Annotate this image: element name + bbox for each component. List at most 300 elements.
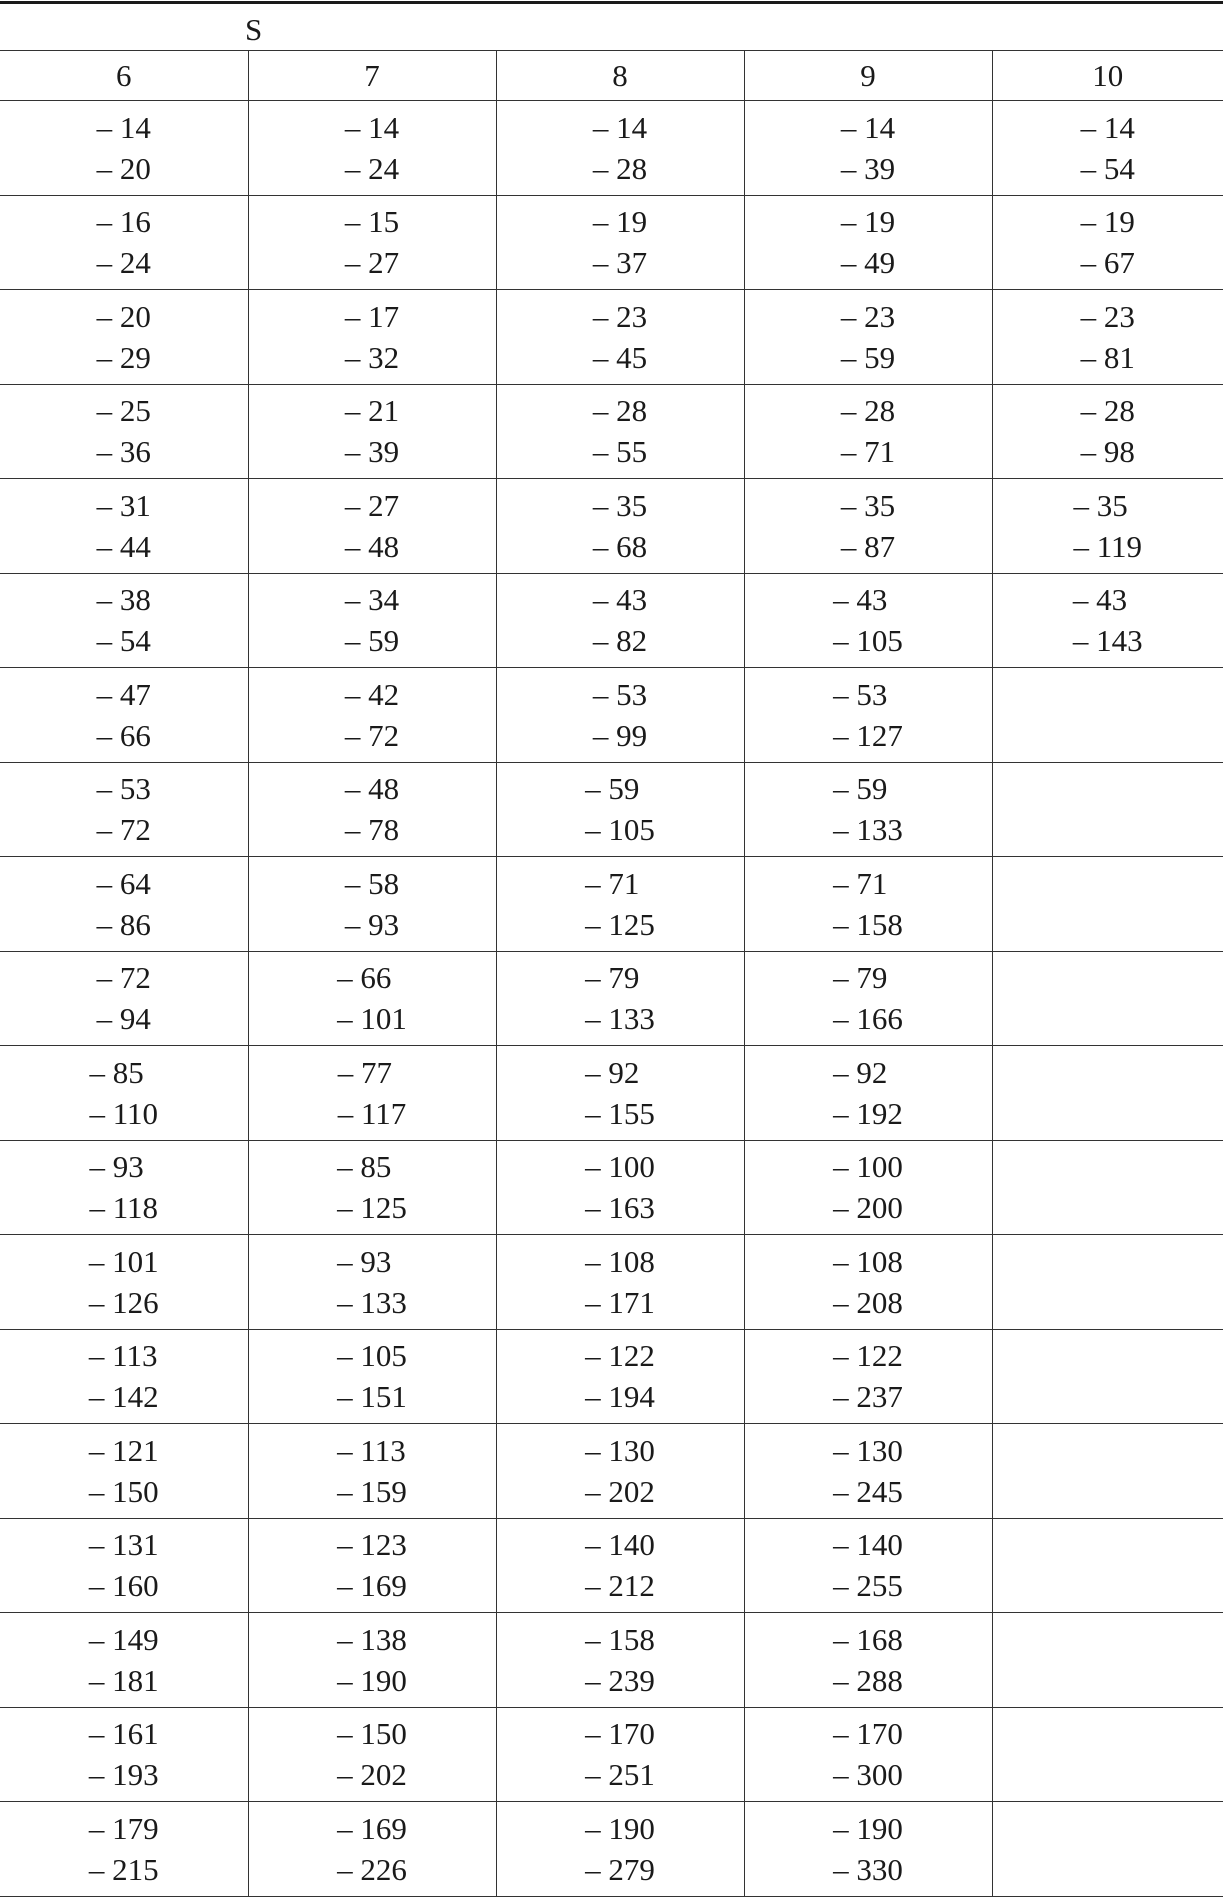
- deviation-pair: [345, 107, 399, 189]
- table-cell: [248, 1046, 496, 1141]
- table-cell: [0, 1613, 248, 1708]
- upper-deviation: – 35: [592, 487, 648, 523]
- upper-deviation: – 59: [833, 771, 888, 807]
- upper-deviation: – 16: [96, 204, 151, 240]
- upper-deviation: – 79: [833, 960, 888, 996]
- table-row: [0, 290, 1223, 385]
- column-header-row: [0, 51, 1223, 101]
- deviation-pair: [337, 1146, 407, 1228]
- deviation-pair: [593, 390, 647, 472]
- upper-deviation: – 168: [833, 1621, 903, 1657]
- lower-deviation: – 133: [585, 1001, 655, 1037]
- lower-deviation: – 24: [96, 245, 151, 281]
- deviation-pair: [345, 201, 399, 283]
- table-cell: [248, 1518, 496, 1613]
- table-cell: [0, 479, 248, 574]
- lower-deviation: – 48: [344, 528, 400, 564]
- deviation-pair: [593, 107, 647, 189]
- lower-deviation: – 93: [344, 906, 400, 942]
- deviation-pair: [585, 1430, 655, 1512]
- lower-deviation: – 86: [96, 906, 151, 942]
- upper-deviation: – 48: [344, 771, 400, 807]
- deviation-pair: [97, 390, 151, 472]
- upper-deviation: – 140: [585, 1527, 655, 1563]
- table-cell: [496, 1802, 744, 1897]
- table-cell: [248, 195, 496, 290]
- upper-deviation: – 85: [337, 1149, 392, 1185]
- upper-deviation: – 28: [840, 393, 896, 429]
- table-cell: [744, 479, 992, 574]
- lower-deviation: – 171: [585, 1284, 655, 1320]
- lower-deviation: – 110: [89, 1095, 159, 1131]
- table-cell: [496, 1424, 744, 1519]
- table-cell: [496, 1140, 744, 1235]
- lower-deviation: – 68: [592, 528, 648, 564]
- lower-deviation: – 160: [88, 1568, 159, 1604]
- deviation-pair: [585, 1146, 655, 1228]
- upper-deviation: – 169: [337, 1810, 407, 1846]
- table-cell: [744, 573, 992, 668]
- table-cell: [992, 1802, 1223, 1897]
- table-cell: [248, 479, 496, 574]
- deviation-pair: [97, 296, 151, 378]
- table-cell: [992, 1613, 1223, 1708]
- upper-deviation: – 140: [833, 1527, 903, 1563]
- upper-deviation: – 138: [337, 1621, 407, 1657]
- deviation-pair: [593, 296, 647, 378]
- upper-deviation: – 170: [833, 1716, 903, 1752]
- deviation-pair: [337, 1241, 407, 1323]
- table-cell: [992, 668, 1223, 763]
- deviation-pair: [1081, 107, 1135, 189]
- table-cell: [744, 195, 992, 290]
- deviation-pair: [833, 1241, 903, 1323]
- table-cell: [992, 1046, 1223, 1141]
- deviation-pair: [841, 201, 895, 283]
- deviation-pair: [89, 1808, 159, 1890]
- lower-deviation: – 200: [833, 1190, 903, 1226]
- table-cell: [744, 857, 992, 952]
- table-cell: [496, 101, 744, 196]
- deviation-pair: [345, 296, 399, 378]
- lower-deviation: – 133: [833, 812, 903, 848]
- table-cell: [496, 668, 744, 763]
- lower-deviation: – 39: [840, 150, 896, 186]
- deviation-pair: [337, 1619, 407, 1701]
- lower-deviation: – 45: [592, 339, 648, 375]
- upper-deviation: – 20: [96, 298, 151, 334]
- table-cell: [744, 384, 992, 479]
- table-cell: [0, 1235, 248, 1330]
- lower-deviation: – 155: [585, 1095, 655, 1131]
- upper-deviation: – 58: [344, 865, 400, 901]
- lower-deviation: – 49: [840, 245, 896, 281]
- upper-deviation: – 43: [592, 582, 648, 618]
- table-cell: [0, 290, 248, 385]
- upper-deviation: – 23: [840, 298, 896, 334]
- table-cell: [0, 573, 248, 668]
- lower-deviation: – 101: [337, 1001, 407, 1037]
- deviation-pair: [97, 863, 151, 945]
- table-cell: [992, 479, 1223, 574]
- lower-deviation: – 81: [1080, 339, 1135, 375]
- lower-deviation: – 28: [592, 150, 648, 186]
- table-cell: [248, 668, 496, 763]
- deviation-pair: [833, 1052, 903, 1134]
- lower-deviation: – 44: [96, 528, 151, 564]
- lower-deviation: – 59: [840, 339, 896, 375]
- table-cell: [496, 290, 744, 385]
- lower-deviation: – 159: [337, 1473, 407, 1509]
- table-cell: [744, 1613, 992, 1708]
- table-cell: [744, 1329, 992, 1424]
- table-cell: [0, 762, 248, 857]
- upper-deviation: – 27: [344, 487, 400, 523]
- upper-deviation: – 79: [585, 960, 640, 996]
- deviation-pair: [833, 1335, 903, 1417]
- lower-deviation: – 59: [344, 623, 400, 659]
- upper-deviation: – 14: [1080, 109, 1135, 145]
- lower-deviation: – 105: [833, 623, 903, 659]
- table-cell: [744, 1424, 992, 1519]
- upper-deviation: – 43: [1072, 582, 1128, 618]
- table-cell: [992, 1518, 1223, 1613]
- lower-deviation: – 143: [1072, 623, 1143, 659]
- deviation-pair: [585, 1713, 655, 1795]
- table-cell: [0, 1518, 248, 1613]
- table-row: [0, 762, 1223, 857]
- deviation-pair: [97, 957, 151, 1039]
- upper-deviation: – 122: [833, 1338, 903, 1374]
- table-cell: [992, 762, 1223, 857]
- deviation-pair: [841, 390, 895, 472]
- deviation-pair: [337, 957, 407, 1039]
- deviation-pair: [337, 1335, 407, 1417]
- table-cell: [248, 857, 496, 952]
- table-cell: [744, 290, 992, 385]
- upper-deviation: – 93: [337, 1243, 392, 1279]
- table-row: [0, 857, 1223, 952]
- deviation-pair: [833, 957, 903, 1039]
- upper-deviation: – 113: [88, 1338, 158, 1374]
- lower-deviation: – 72: [96, 812, 151, 848]
- table-cell: [0, 384, 248, 479]
- deviation-pair: [89, 1146, 158, 1228]
- upper-deviation: – 100: [585, 1149, 655, 1185]
- lower-deviation: – 37: [592, 245, 648, 281]
- upper-deviation: – 35: [1073, 487, 1128, 523]
- upper-deviation: – 100: [833, 1149, 903, 1185]
- upper-deviation: – 149: [88, 1621, 159, 1657]
- upper-deviation: – 34: [344, 582, 400, 618]
- lower-deviation: – 245: [833, 1473, 903, 1509]
- deviation-pair: [345, 485, 399, 567]
- table-cell: [248, 384, 496, 479]
- deviation-pair: [585, 1052, 655, 1134]
- upper-deviation: – 131: [88, 1527, 159, 1563]
- table-cell: [992, 951, 1223, 1046]
- table-cell: [992, 384, 1223, 479]
- table-row: [0, 1329, 1223, 1424]
- table-cell: [992, 195, 1223, 290]
- lower-deviation: – 125: [585, 906, 655, 942]
- table-cell: [496, 479, 744, 574]
- table-cell: [248, 762, 496, 857]
- deviation-pair: [89, 1713, 159, 1795]
- deviation-pair: [833, 674, 903, 756]
- upper-deviation: – 108: [833, 1243, 903, 1279]
- table-cell: [248, 573, 496, 668]
- deviation-pair: [585, 1808, 655, 1890]
- deviation-pair: [585, 1619, 655, 1701]
- table-cell: [744, 1707, 992, 1802]
- deviation-pair: [97, 674, 151, 756]
- upper-deviation: – 14: [840, 109, 896, 145]
- lower-deviation: – 117: [337, 1095, 407, 1131]
- table-cell: [992, 1235, 1223, 1330]
- upper-deviation: – 190: [833, 1810, 903, 1846]
- table-cell: [248, 1802, 496, 1897]
- deviation-pair: [345, 768, 399, 850]
- upper-deviation: – 108: [585, 1243, 655, 1279]
- lower-deviation: – 98: [1080, 434, 1135, 470]
- lower-deviation: – 288: [833, 1662, 903, 1698]
- deviation-pair: [585, 957, 655, 1039]
- lower-deviation: – 194: [585, 1379, 655, 1415]
- deviation-pair: [345, 579, 399, 661]
- deviation-pair: [841, 107, 895, 189]
- lower-deviation: – 202: [337, 1757, 407, 1793]
- table-cell: [496, 1707, 744, 1802]
- lower-deviation: – 166: [833, 1001, 903, 1037]
- table-cell: [0, 1046, 248, 1141]
- deviation-pair: [585, 768, 655, 850]
- upper-deviation: – 122: [585, 1338, 655, 1374]
- upper-deviation: – 170: [585, 1716, 655, 1752]
- lower-deviation: – 190: [337, 1662, 407, 1698]
- upper-deviation: – 85: [89, 1054, 144, 1090]
- lower-deviation: – 67: [1080, 245, 1135, 281]
- lower-deviation: – 150: [88, 1473, 159, 1509]
- upper-deviation: – 53: [833, 676, 888, 712]
- deviation-pair: [345, 390, 399, 472]
- table-cell: [744, 762, 992, 857]
- upper-deviation: – 42: [344, 676, 400, 712]
- deviation-pair: [585, 1241, 655, 1323]
- deviation-pair: [97, 201, 151, 283]
- column-header: 9: [744, 51, 992, 101]
- table-cell: [248, 1424, 496, 1519]
- deviation-pair: [337, 1808, 407, 1890]
- deviation-pair: [593, 201, 647, 283]
- lower-deviation: – 126: [88, 1284, 159, 1320]
- tolerance-table: [0, 50, 1223, 1897]
- lower-deviation: – 24: [344, 150, 400, 186]
- table-cell: [496, 573, 744, 668]
- lower-deviation: – 55: [592, 434, 648, 470]
- table-cell: [248, 1707, 496, 1802]
- upper-deviation: – 66: [337, 960, 392, 996]
- upper-deviation: – 43: [833, 582, 888, 618]
- deviation-pair: [833, 579, 903, 661]
- deviation-pair: [593, 674, 647, 756]
- table-cell: [248, 1140, 496, 1235]
- upper-deviation: – 19: [840, 204, 896, 240]
- upper-deviation: – 14: [96, 109, 151, 145]
- table-row: [0, 384, 1223, 479]
- table-cell: [0, 1329, 248, 1424]
- deviation-pair: [1081, 390, 1135, 472]
- lower-deviation: – 54: [96, 623, 151, 659]
- lower-deviation: – 255: [833, 1568, 903, 1604]
- upper-deviation: – 158: [585, 1621, 655, 1657]
- upper-deviation: – 71: [585, 865, 640, 901]
- lower-deviation: – 72: [344, 717, 400, 753]
- table-group-header: [0, 4, 1223, 51]
- upper-deviation: – 93: [89, 1149, 144, 1185]
- lower-deviation: – 20: [96, 150, 151, 186]
- lower-deviation: – 330: [833, 1851, 903, 1887]
- table-cell: [0, 1140, 248, 1235]
- lower-deviation: – 39: [344, 434, 400, 470]
- table-cell: [496, 857, 744, 952]
- lower-deviation: – 208: [833, 1284, 903, 1320]
- deviation-pair: [337, 1713, 407, 1795]
- table-cell: [496, 1329, 744, 1424]
- lower-deviation: – 32: [344, 339, 400, 375]
- upper-deviation: – 15: [344, 204, 400, 240]
- table-row: [0, 1802, 1223, 1897]
- deviation-pair: [337, 1524, 407, 1606]
- lower-deviation: – 29: [96, 339, 151, 375]
- upper-deviation: – 130: [585, 1432, 655, 1468]
- upper-deviation: – 53: [96, 771, 151, 807]
- upper-deviation: – 19: [1080, 204, 1135, 240]
- table-row: [0, 668, 1223, 763]
- deviation-pair: [89, 1335, 159, 1417]
- lower-deviation: – 215: [88, 1851, 159, 1887]
- lower-deviation: – 169: [337, 1568, 407, 1604]
- table-cell: [992, 857, 1223, 952]
- lower-deviation: – 119: [1073, 528, 1143, 564]
- upper-deviation: – 59: [585, 771, 640, 807]
- lower-deviation: – 71: [840, 434, 896, 470]
- group-label: S: [245, 12, 263, 47]
- table-cell: [744, 1140, 992, 1235]
- column-header: 10: [992, 51, 1223, 101]
- lower-deviation: – 27: [344, 245, 400, 281]
- upper-deviation: – 23: [592, 298, 648, 334]
- lower-deviation: – 239: [585, 1662, 655, 1698]
- table-cell: [0, 1802, 248, 1897]
- deviation-pair: [833, 1808, 903, 1890]
- deviation-pair: [1081, 296, 1135, 378]
- table-cell: [992, 101, 1223, 196]
- deviation-pair: [345, 863, 399, 945]
- table-cell: [744, 1235, 992, 1330]
- upper-deviation: – 19: [592, 204, 648, 240]
- upper-deviation: – 190: [585, 1810, 655, 1846]
- deviation-pair: [833, 1146, 903, 1228]
- lower-deviation: – 99: [592, 717, 648, 753]
- deviation-pair: [585, 863, 655, 945]
- table-cell: [248, 951, 496, 1046]
- table-cell: [496, 195, 744, 290]
- lower-deviation: – 300: [833, 1757, 903, 1793]
- upper-deviation: – 17: [344, 298, 400, 334]
- lower-deviation: – 127: [833, 717, 903, 753]
- lower-deviation: – 94: [96, 1001, 151, 1037]
- deviation-pair: [833, 863, 903, 945]
- lower-deviation: – 163: [585, 1190, 655, 1226]
- deviation-pair: [89, 1619, 159, 1701]
- upper-deviation: – 161: [88, 1716, 159, 1752]
- lower-deviation: – 87: [840, 528, 896, 564]
- upper-deviation: – 179: [88, 1810, 159, 1846]
- table-cell: [496, 762, 744, 857]
- deviation-pair: [833, 768, 903, 850]
- deviation-pair: [1073, 485, 1142, 567]
- lower-deviation: – 125: [337, 1190, 407, 1226]
- table-cell: [496, 1046, 744, 1141]
- table-cell: [248, 1235, 496, 1330]
- table-cell: [0, 857, 248, 952]
- deviation-pair: [833, 1430, 903, 1512]
- lower-deviation: – 82: [592, 623, 648, 659]
- table-row: [0, 1424, 1223, 1519]
- upper-deviation: – 35: [840, 487, 896, 523]
- upper-deviation: – 28: [1080, 393, 1135, 429]
- table-cell: [992, 1329, 1223, 1424]
- deviation-pair: [97, 485, 151, 567]
- lower-deviation: – 78: [344, 812, 400, 848]
- table-cell: [744, 1802, 992, 1897]
- deviation-pair: [89, 1241, 159, 1323]
- table-row: [0, 195, 1223, 290]
- table-cell: [992, 290, 1223, 385]
- lower-deviation: – 36: [96, 434, 151, 470]
- upper-deviation: – 101: [88, 1243, 159, 1279]
- deviation-pair: [1081, 201, 1135, 283]
- table-cell: [496, 1613, 744, 1708]
- table-cell: [248, 101, 496, 196]
- table-cell: [0, 951, 248, 1046]
- table-row: [0, 101, 1223, 196]
- upper-deviation: – 21: [344, 393, 400, 429]
- deviation-pair: [593, 485, 647, 567]
- table-row: [0, 1518, 1223, 1613]
- table-cell: [0, 1424, 248, 1519]
- table-cell: [744, 951, 992, 1046]
- lower-deviation: – 142: [88, 1379, 159, 1415]
- table-row: [0, 479, 1223, 574]
- deviation-pair: [337, 1430, 407, 1512]
- lower-deviation: – 192: [833, 1095, 903, 1131]
- table-row: [0, 1707, 1223, 1802]
- table-cell: [248, 1613, 496, 1708]
- deviation-pair: [89, 1430, 159, 1512]
- table-cell: [992, 1424, 1223, 1519]
- lower-deviation: – 193: [88, 1757, 159, 1793]
- deviation-pair: [89, 1052, 158, 1134]
- table-row: [0, 1046, 1223, 1141]
- lower-deviation: – 66: [96, 717, 151, 753]
- upper-deviation: – 130: [833, 1432, 903, 1468]
- lower-deviation: – 212: [585, 1568, 655, 1604]
- deviation-pair: [833, 1524, 903, 1606]
- table-cell: [0, 1707, 248, 1802]
- deviation-pair: [841, 296, 895, 378]
